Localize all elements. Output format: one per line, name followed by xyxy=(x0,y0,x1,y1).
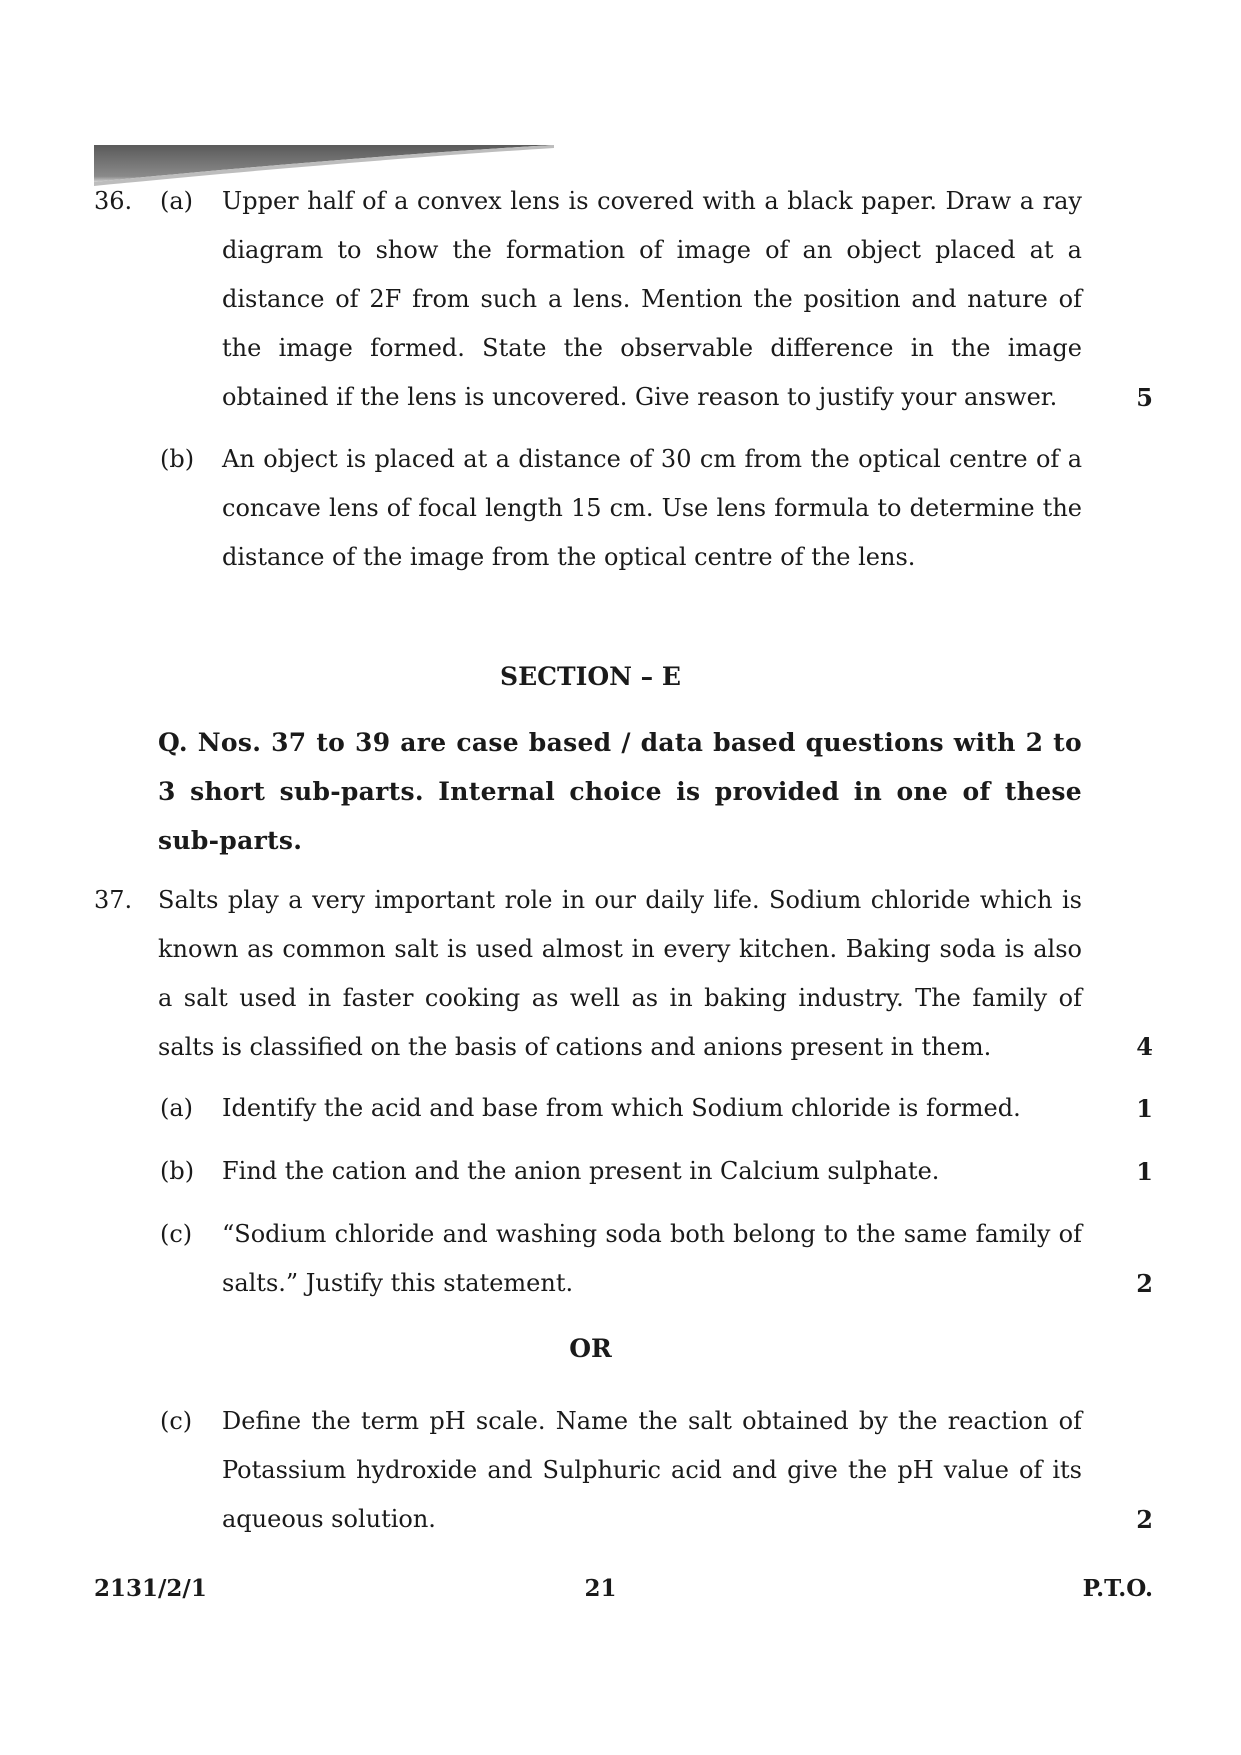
q37-c-label: (c) xyxy=(160,1220,193,1248)
q37-b-label: (b) xyxy=(160,1157,195,1185)
footer-page-number: 21 xyxy=(584,1575,617,1602)
q36-a-text: Upper half of a convex lens is covered with a black paper. Draw a ray diagram to show the formation of image of an object placed at a distance of 2F from such a lens. Mention the position and nature of the image formed. State the observable difference in the image obtained if the lens is uncovered. Give reason to justify your answer. xyxy=(222,187,1082,411)
q37-c-alt-text: Define the term pH scale. Name the salt obtained by the reaction of Potassium hydroxide and Sulphuric acid and give the pH value of its aqueous solution. xyxy=(222,1407,1082,1533)
question-number-36: 36. xyxy=(94,187,133,215)
footer-pto: P.T.O. xyxy=(1082,1575,1153,1602)
q37-c-text: “Sodium chloride and washing soda both belong to the same family of salts.” Justify this statement. xyxy=(222,1220,1082,1297)
q37-b-marks: 1 xyxy=(1136,1157,1153,1186)
q37-c-alt-label: (c) xyxy=(160,1407,193,1435)
q37-c-alt-marks: 2 xyxy=(1136,1505,1153,1534)
q37-intro-marks: 4 xyxy=(1136,1032,1153,1061)
q37-c-marks: 2 xyxy=(1136,1269,1153,1298)
q37-intro-text: Salts play a very important role in our daily life. Sodium chloride which is known as common salt is used almost in every kitchen. Baking soda is also a salt used in faster cooking as well as in baking industry. The family of salts is classified on the basis of cations and anions present in them. xyxy=(158,886,1082,1061)
q36-b-text: An object is placed at a distance of 30 cm from the optical centre of a concave lens of focal length 15 cm. Use lens formula to determine the distance of the image from the optical centre of the lens. xyxy=(222,445,1082,571)
q37-a-marks: 1 xyxy=(1136,1094,1153,1123)
footer-paper-code: 2131/2/1 xyxy=(94,1575,207,1602)
section-heading: SECTION – E xyxy=(500,662,681,691)
q36-a-label: (a) xyxy=(160,187,194,215)
q37-b-text: Find the cation and the anion present in Calcium sulphate. xyxy=(222,1157,940,1185)
section-instructions: Q. Nos. 37 to 39 are case based / data based questions with 2 to 3 short sub-parts. Internal choice is provided in one of these sub-parts. xyxy=(158,728,1082,855)
or-separator: OR xyxy=(569,1334,612,1363)
q37-a-label: (a) xyxy=(160,1094,194,1122)
question-number-37: 37. xyxy=(94,886,133,914)
q36-b-label: (b) xyxy=(160,445,195,473)
q37-a-text: Identify the acid and base from which Sodium chloride is formed. xyxy=(222,1094,1021,1122)
q36-a-marks: 5 xyxy=(1136,383,1153,412)
